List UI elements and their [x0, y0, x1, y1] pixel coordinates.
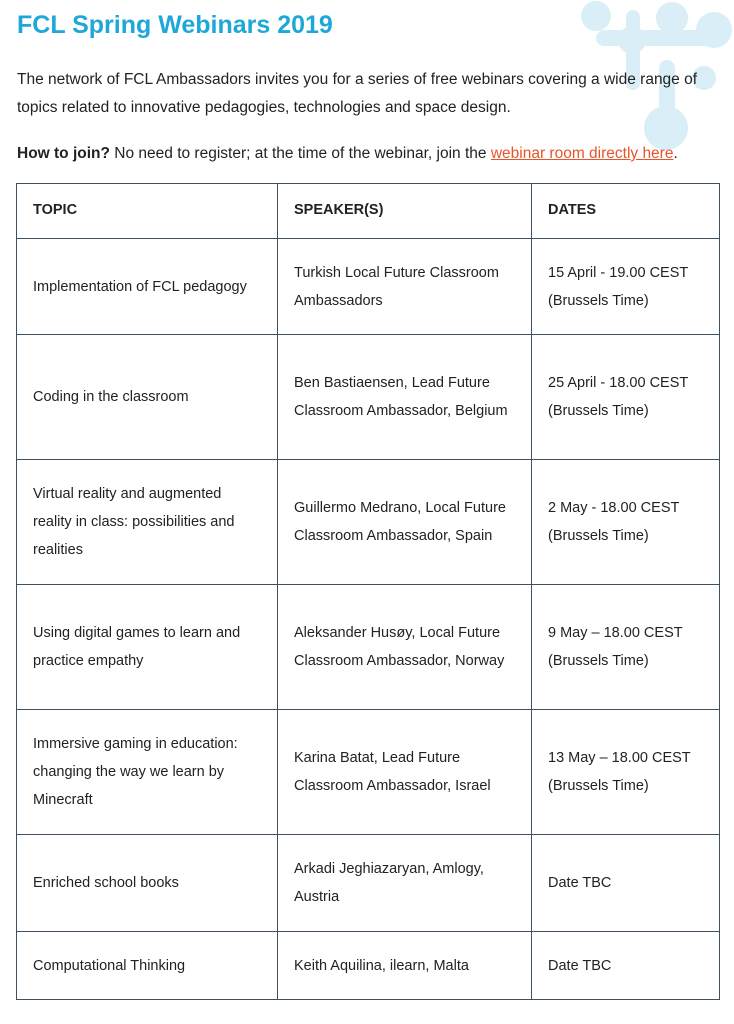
webinar-room-link[interactable]: webinar room directly here — [490, 145, 674, 162]
table-row — [17, 460, 720, 585]
topic-cell: Using digital games to learn and practice empathy — [17, 585, 278, 710]
how-to-join-end: . — [673, 145, 678, 162]
table-header-row — [17, 184, 720, 239]
table-row — [17, 585, 720, 710]
topic-cell: Virtual reality and augmented reality in class: possibilities and realities — [17, 460, 278, 585]
topic-cell: Computational Thinking — [17, 932, 278, 1000]
how-to-join-text: No need to register; at the time of the webinar, join the — [109, 145, 491, 162]
topic-cell: Immersive gaming in education: changing the way we learn by Minecraft — [17, 710, 278, 835]
page-title: FCL Spring Webinars 2019 — [17, 11, 333, 39]
date-cell: 25 April - 18.00 CEST (Brussels Time) — [532, 335, 720, 460]
topic-cell: Enriched school books — [17, 835, 278, 932]
date-cell: Date TBC — [532, 932, 720, 1000]
date-cell: 2 May - 18.00 CEST (Brussels Time) — [532, 460, 720, 585]
speaker-cell: Keith Aquilina, ilearn, Malta — [278, 932, 532, 1000]
topic-cell: Implementation of FCL pedagogy — [17, 239, 278, 335]
speaker-cell: Guillermo Medrano, Local Future Classroom Ambassador, Spain — [278, 460, 532, 585]
date-cell: 9 May – 18.00 CEST (Brussels Time) — [532, 585, 720, 710]
speaker-cell: Ben Bastiaensen, Lead Future Classroom Ambassador, Belgium — [278, 335, 532, 460]
date-cell: 13 May – 18.00 CEST (Brussels Time) — [532, 710, 720, 835]
table-row — [17, 335, 720, 460]
table-row — [17, 239, 720, 335]
table-row — [17, 932, 720, 1000]
how-to-join-label: How to join? — [17, 145, 110, 162]
topic-cell: Coding in the classroom — [17, 335, 278, 460]
speaker-cell: Turkish Local Future Classroom Ambassadors — [278, 239, 532, 335]
speaker-cell: Karina Batat, Lead Future Classroom Ambassador, Israel — [278, 710, 532, 835]
intro-paragraph: The network of FCL Ambassadors invites you for a series of free webinars covering a wide range of topics related to innovative pedagogies, technologies and space design. — [17, 71, 698, 116]
table-row — [17, 835, 720, 932]
date-cell: 15 April - 19.00 CEST (Brussels Time) — [532, 239, 720, 335]
date-cell: Date TBC — [532, 835, 720, 932]
speaker-cell: Arkadi Jeghiazaryan, Amlogy, Austria — [278, 835, 532, 932]
column-header-speakers: SPEAKER(S) — [278, 184, 532, 239]
how-to-join-paragraph — [17, 140, 722, 168]
speaker-cell: Aleksander Husøy, Local Future Classroom Ambassador, Norway — [278, 585, 532, 710]
webinar-schedule-table — [16, 183, 720, 1000]
table-row — [17, 710, 720, 835]
column-header-topic: TOPIC — [17, 184, 278, 239]
column-header-dates: DATES — [532, 184, 720, 239]
